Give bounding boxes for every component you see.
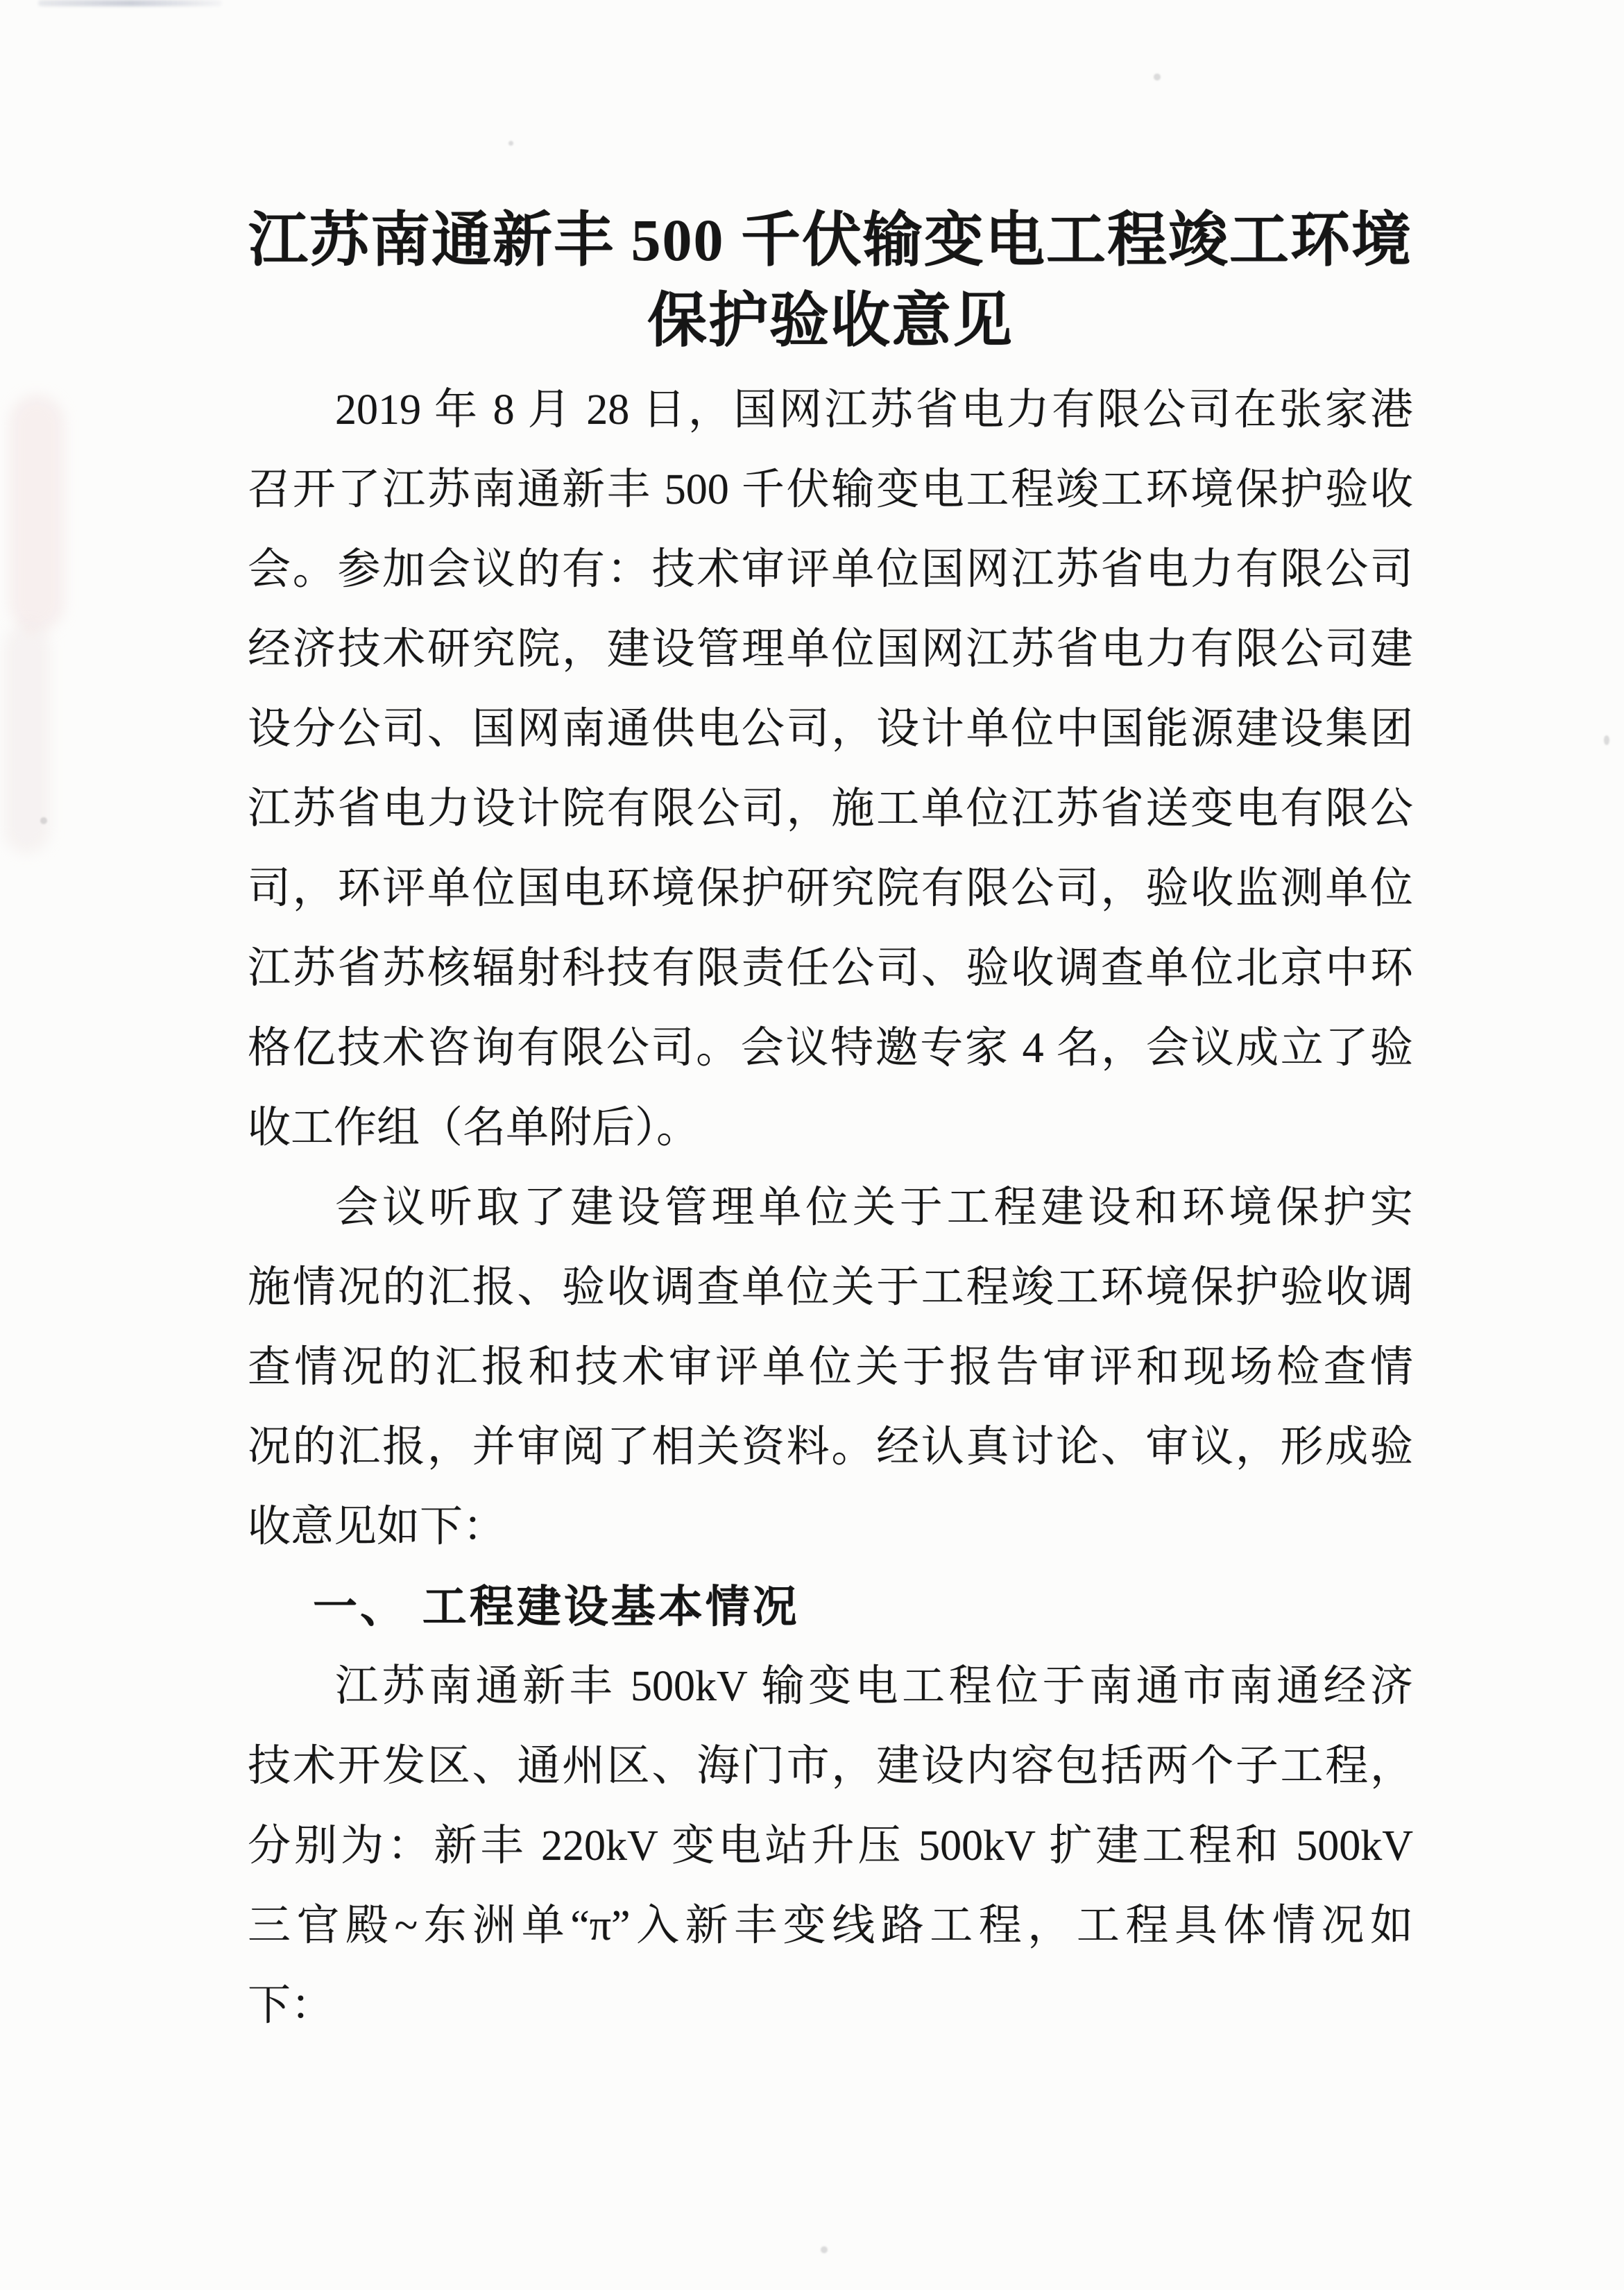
scan-speck [40, 817, 47, 824]
scan-smudge-top [38, 0, 222, 6]
body-line: 江苏省电力设计院有限公司，施工单位江苏省送变电有限公 [248, 785, 1413, 832]
body-line: 技术开发区、通州区、海门市，建设内容包括两个子工程， [248, 1743, 1413, 1790]
document-title [248, 200, 1413, 361]
body-line: 施情况的汇报、验收调查单位关于工程竣工环境保护验收调 [248, 1264, 1413, 1311]
body-line: 经济技术研究院，建设管理单位国网江苏省电力有限公司建 [248, 626, 1413, 673]
title-line-2: 保护验收意见 [647, 287, 1014, 354]
body-line: 江苏南通新丰 500kV 输变电工程位于南通市南通经济 [335, 1663, 1413, 1710]
scan-smudge-left [10, 395, 64, 631]
body-line: 召开了江苏南通新丰 500 千伏输变电工程竣工环境保护验收 [248, 466, 1413, 513]
body-line: 会。参加会议的有：技术审评单位国网江苏省电力有限公司 [248, 546, 1413, 593]
body-line: 收意见如下： [248, 1503, 506, 1550]
body-line: 江苏省苏核辐射科技有限责任公司、验收调查单位北京中环 [248, 945, 1413, 992]
body-line: 会议听取了建设管理单位关于工程建设和环境保护实 [335, 1184, 1413, 1231]
section-heading-1: 一、 工程建设基本情况 [313, 1582, 800, 1632]
body-line: 格亿技术咨询有限公司。会议特邀专家 4 名，会议成立了验 [248, 1025, 1413, 1072]
body-line: 司，环评单位国电环境保护研究院有限公司，验收监测单位 [248, 865, 1413, 912]
body-line: 查情况的汇报和技术审评单位关于报告审评和现场检查情 [248, 1344, 1413, 1391]
title-line-1: 江苏南通新丰 500 千伏输变电工程竣工环境 [248, 207, 1412, 273]
scan-speck [1604, 735, 1609, 745]
document-body [248, 370, 1413, 2046]
text-column [248, 0, 1413, 2046]
scan-smudge-left [4, 624, 50, 853]
body-line: 收工作组（名单附后）。 [248, 1104, 700, 1152]
body-line: 三官殿~东洲单“π”入新丰变线路工程，工程具体情况如 [248, 1902, 1413, 1949]
body-line: 况的汇报，并审阅了相关资料。经认真讨论、审议，形成验 [248, 1424, 1413, 1471]
body-line: 2019 年 8 月 28 日，国网江苏省电力有限公司在张家港 [335, 386, 1413, 434]
body-line: 分别为：新丰 220kV 变电站升压 500kV 扩建工程和 500kV [248, 1822, 1413, 1870]
scan-speck [821, 2246, 828, 2253]
body-line: 下： [248, 1982, 334, 2029]
body-line: 设分公司、国网南通供电公司，设计单位中国能源建设集团 [248, 706, 1413, 753]
